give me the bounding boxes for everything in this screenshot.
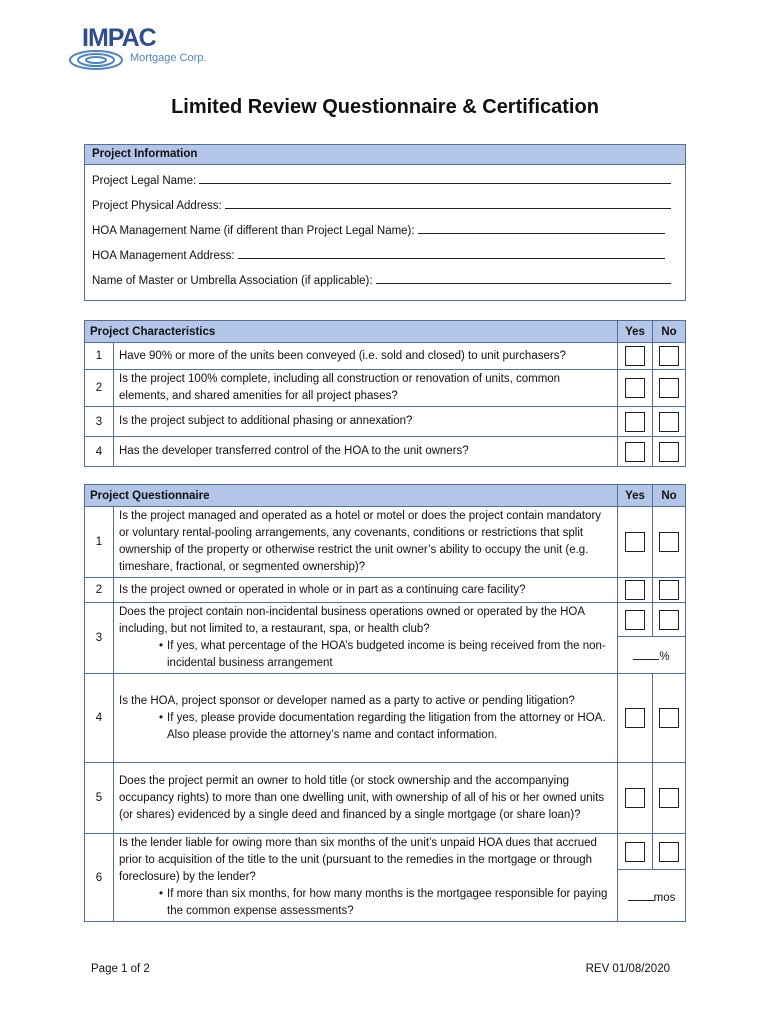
no-checkbox[interactable]	[659, 532, 679, 552]
field-label: HOA Management Address:	[92, 250, 235, 262]
table-row	[85, 437, 686, 467]
question-text: Is the project owned or operated in whole or in part as a continuing care facility?	[114, 578, 618, 603]
page-number: Page 1 of 2	[91, 963, 150, 975]
no-checkbox[interactable]	[659, 788, 679, 808]
row-number: 1	[85, 507, 114, 578]
row-number: 1	[85, 343, 114, 370]
no-checkbox[interactable]	[659, 412, 679, 432]
question-cell	[114, 674, 618, 763]
company-logo	[68, 24, 218, 76]
row-number: 3	[85, 603, 114, 674]
question-text: Has the developer transferred control of the HOA to the unit owners?	[114, 437, 618, 467]
table-row	[85, 603, 686, 637]
no-checkbox[interactable]	[659, 708, 679, 728]
yes-checkbox[interactable]	[625, 532, 645, 552]
yes-checkbox[interactable]	[625, 442, 645, 462]
row-number: 2	[85, 370, 114, 407]
revision-date: REV 01/08/2020	[585, 963, 670, 975]
logo-brand: IMPAC	[82, 24, 156, 52]
field-label: HOA Management Name (if different than Project Legal Name):	[92, 225, 415, 237]
question-text: Is the project managed and operated as a hotel or motel or does the project contain mandatory or voluntary rental-pooling arrangements, any covenants, conditions or restrictions that split ownership of the property or otherwise restrict the unit owner’s ability to occupy the unit (e.g. timeshare, fractional, or segmented ownership)?	[114, 507, 618, 578]
no-checkbox[interactable]	[659, 378, 679, 398]
project-characteristics-table	[84, 320, 686, 467]
page-title: Limited Review Questionnaire & Certification	[171, 96, 599, 118]
row-number: 5	[85, 763, 114, 834]
field-label: Name of Master or Umbrella Association (if applicable):	[92, 275, 373, 287]
row-number: 3	[85, 407, 114, 437]
project-information-section	[84, 144, 686, 301]
table-row	[85, 763, 686, 834]
yes-checkbox[interactable]	[625, 580, 645, 600]
project-characteristics-section	[84, 320, 686, 467]
table-row	[85, 507, 686, 578]
question-cell	[114, 834, 618, 922]
question-text: Is the project subject to additional phasing or annexation?	[114, 407, 618, 437]
table-row	[85, 834, 686, 870]
yes-checkbox[interactable]	[625, 346, 645, 366]
row-number: 4	[85, 437, 114, 467]
hoa-management-address-field[interactable]	[85, 244, 685, 269]
row-number: 4	[85, 674, 114, 763]
yes-header: Yes	[618, 321, 653, 343]
yes-checkbox[interactable]	[625, 412, 645, 432]
table-row	[85, 674, 686, 763]
question-text: Is the lender liable for owing more than six months of the unit’s unpaid HOA dues that accrued prior to acquisition of the title to the unit (pursuant to the remedies in the mortgage or through foreclosure) by the lender?	[119, 837, 597, 883]
fill-line[interactable]	[376, 269, 671, 284]
logo-subtitle: Mortgage Corp.	[130, 52, 207, 64]
question-subpoint: • If yes, please provide documentation regarding the litigation from the attorney or HOA. Also please provide the attorney’s name and contact information.	[119, 710, 612, 744]
no-header: No	[653, 321, 686, 343]
no-header: No	[653, 485, 686, 507]
project-characteristics-header: Project Characteristics	[85, 321, 618, 343]
yes-checkbox[interactable]	[625, 842, 645, 862]
yes-checkbox[interactable]	[625, 788, 645, 808]
question-text: Have 90% or more of the units been conveyed (i.e. sold and closed) to unit purchasers?	[114, 343, 618, 370]
question-text: Is the HOA, project sponsor or developer named as a party to active or pending litigation?	[119, 694, 575, 707]
months-input[interactable]	[618, 870, 686, 922]
yes-checkbox[interactable]	[625, 378, 645, 398]
table-row	[85, 343, 686, 370]
question-subpoint: • If yes, what percentage of the HOA’s budgeted income is being received from the non-incidental business arrangement	[119, 638, 612, 672]
fill-line[interactable]	[238, 244, 665, 259]
project-legal-name-field[interactable]	[85, 169, 685, 194]
fill-line[interactable]	[225, 194, 671, 209]
no-checkbox[interactable]	[659, 580, 679, 600]
fill-line[interactable]	[199, 169, 671, 184]
question-text: Does the project permit an owner to hold title (or stock ownership and the accompanying occupancy rights) to more than one dwelling unit, with ownership of all of his or her owned units (or shares) evidenced by a single deed and financed by a single mortgage (or share loan)?	[114, 763, 618, 834]
row-number: 6	[85, 834, 114, 922]
field-label: Project Physical Address:	[92, 200, 222, 212]
no-checkbox[interactable]	[659, 610, 679, 630]
yes-header: Yes	[618, 485, 653, 507]
table-row	[85, 370, 686, 407]
no-checkbox[interactable]	[659, 842, 679, 862]
fill-line[interactable]	[628, 888, 654, 901]
table-row	[85, 407, 686, 437]
table-row	[85, 578, 686, 603]
project-physical-address-field[interactable]	[85, 194, 685, 219]
project-questionnaire-section	[84, 484, 686, 922]
question-text: Does the project contain non-incidental business operations owned or operated by the HOA including, but not limited to, a restaurant, spa, or health club?	[119, 606, 585, 635]
hoa-management-name-field[interactable]	[85, 219, 685, 244]
master-association-name-field[interactable]	[85, 269, 685, 294]
project-questionnaire-header: Project Questionnaire	[85, 485, 618, 507]
question-subpoint: • If more than six months, for how many months is the mortgagee responsible for paying the common expense assessments?	[119, 886, 612, 920]
no-checkbox[interactable]	[659, 442, 679, 462]
no-checkbox[interactable]	[659, 346, 679, 366]
project-questionnaire-table	[84, 484, 686, 922]
row-number: 2	[85, 578, 114, 603]
fill-line[interactable]	[418, 219, 665, 234]
percentage-input[interactable]	[618, 637, 686, 674]
yes-checkbox[interactable]	[625, 708, 645, 728]
fill-line[interactable]	[633, 647, 659, 660]
unit-label: %	[659, 651, 670, 664]
field-label: Project Legal Name:	[92, 175, 197, 187]
question-cell	[114, 603, 618, 674]
unit-label: mos	[653, 891, 676, 904]
yes-checkbox[interactable]	[625, 610, 645, 630]
project-information-header: Project Information	[85, 145, 685, 165]
question-text: Is the project 100% complete, including all construction or renovation of units, common elements, and shared amenities for all project phases?	[114, 370, 618, 407]
